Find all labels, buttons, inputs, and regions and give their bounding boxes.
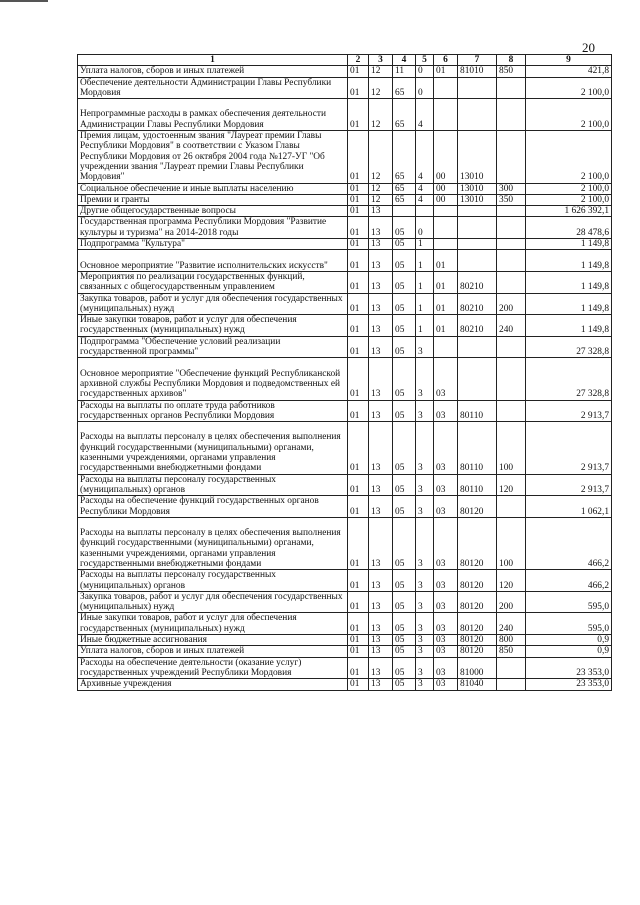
code-subprogram: 3 [416,635,434,646]
code-expense-type: 300 [497,183,526,194]
code-section: 01 [348,591,369,613]
table-row [78,99,612,131]
header-cell: 9 [526,55,612,66]
code-subprogram: 4 [416,194,434,205]
amount: 2 100,0 [526,77,612,99]
code-direction [458,336,497,358]
code-subprogram: 3 [416,422,434,475]
code-event: 00 [434,194,458,205]
code-subsection: 13 [369,239,393,250]
amount: 2 913,7 [526,474,612,496]
code-section: 01 [348,496,369,518]
code-direction: 13010 [458,194,497,205]
code-section: 01 [348,358,369,400]
amount: 0,9 [526,646,612,657]
code-expense-type [497,336,526,358]
code-direction [458,77,497,99]
table-row [78,358,612,400]
code-subsection: 13 [369,657,393,679]
code-subprogram: 3 [416,474,434,496]
code-section: 01 [348,271,369,293]
code-subsection: 13 [369,315,393,337]
code-event: 03 [434,657,458,679]
code-subprogram: 1 [416,315,434,337]
code-subsection: 13 [369,679,393,690]
code-subsection: 13 [369,646,393,657]
header-cell: 6 [434,55,458,66]
code-direction [458,239,497,250]
code-direction: 80210 [458,315,497,337]
code-section: 01 [348,194,369,205]
code-program: 65 [393,99,416,131]
code-expense-type: 800 [497,635,526,646]
amount: 2 100,0 [526,131,612,184]
header-cell: 8 [497,55,526,66]
code-program: 05 [393,400,416,422]
code-event: 03 [434,358,458,400]
table-row [78,517,612,570]
table-row [78,194,612,205]
code-subprogram: 3 [416,496,434,518]
header-cell: 7 [458,55,497,66]
code-direction: 80110 [458,400,497,422]
code-subprogram: 3 [416,570,434,592]
amount: 1 149,8 [526,239,612,250]
code-program: 05 [393,591,416,613]
code-direction: 81000 [458,657,497,679]
code-program: 05 [393,217,416,239]
code-program: 05 [393,250,416,272]
code-program: 05 [393,271,416,293]
code-program: 05 [393,570,416,592]
item-name: Уплата налогов, сборов и иных платежей [78,66,348,77]
code-expense-type: 850 [497,66,526,77]
code-subsection: 13 [369,336,393,358]
code-section: 01 [348,131,369,184]
code-expense-type: 100 [497,422,526,475]
item-name: Подпрограмма "Обеспечение условий реализации государственной программы" [78,336,348,358]
amount: 2 913,7 [526,400,612,422]
code-program: 05 [393,474,416,496]
code-section: 01 [348,646,369,657]
code-program: 05 [393,358,416,400]
code-section: 01 [348,657,369,679]
code-section: 01 [348,250,369,272]
code-direction: 13010 [458,131,497,184]
code-subprogram: 3 [416,613,434,635]
item-name: Мероприятия по реализации государственных функций, связанных с общегосударственным управлением [78,271,348,293]
code-subprogram: 3 [416,591,434,613]
amount: 1 149,8 [526,271,612,293]
code-section: 01 [348,239,369,250]
item-name: Иные закупки товаров, работ и услуг для обеспечения государственных (муниципальных) нужд [78,613,348,635]
code-program [393,206,416,217]
code-section: 01 [348,66,369,77]
code-direction [458,99,497,131]
code-direction: 13010 [458,183,497,194]
item-name: Иные бюджетные ассигнования [78,635,348,646]
code-direction [458,217,497,239]
code-subprogram: 3 [416,646,434,657]
code-direction: 80120 [458,591,497,613]
code-event: 03 [434,635,458,646]
code-program: 05 [393,635,416,646]
code-program: 05 [393,315,416,337]
amount: 23 353,0 [526,657,612,679]
item-name: Расходы на выплаты персоналу государственных (муниципальных) органов [78,570,348,592]
code-program: 05 [393,496,416,518]
code-direction: 80110 [458,422,497,475]
code-subsection: 13 [369,217,393,239]
code-subprogram: 4 [416,131,434,184]
code-program: 05 [393,613,416,635]
code-expense-type: 200 [497,293,526,315]
code-expense-type [497,250,526,272]
scan-edge-mark [0,0,48,2]
code-direction: 80120 [458,646,497,657]
code-subprogram: 1 [416,250,434,272]
code-direction: 81040 [458,679,497,690]
table-row [78,474,612,496]
code-expense-type [497,657,526,679]
table-row [78,591,612,613]
code-expense-type: 240 [497,613,526,635]
code-program: 65 [393,194,416,205]
table-row [78,679,612,690]
amount: 23 353,0 [526,679,612,690]
code-event: 03 [434,591,458,613]
item-name: Закупка товаров, работ и услуг для обеспечения государственных (муниципальных) нужд [78,293,348,315]
code-event: 03 [434,474,458,496]
code-section: 01 [348,77,369,99]
item-name: Основное мероприятие "Обеспечение функций Республиканской архивной службы Республики Мордовия и подведомственных ей государственных архивов" [78,358,348,400]
code-subsection: 13 [369,400,393,422]
item-name: Премия лицам, удостоенным звания "Лауреат премии Главы Республики Мордовия" в соответствии с Указом Главы Республики Мордовия от 26 октября 2004 года №127-УГ "Об учреждении звания "Лауреат премии Главы Республики Мордовия" [78,131,348,184]
code-subsection: 13 [369,271,393,293]
code-subsection: 13 [369,591,393,613]
header-cell: 5 [416,55,434,66]
amount: 595,0 [526,613,612,635]
table-row [78,613,612,635]
header-cell: 1 [78,55,348,66]
code-direction: 80120 [458,635,497,646]
table-row [78,496,612,518]
table-row [78,400,612,422]
table-row [78,422,612,475]
amount: 595,0 [526,591,612,613]
code-subsection: 13 [369,206,393,217]
code-direction: 80210 [458,293,497,315]
code-expense-type [497,206,526,217]
code-expense-type: 120 [497,474,526,496]
item-name: Расходы на выплаты персоналу государственных (муниципальных) органов [78,474,348,496]
code-subprogram: 4 [416,183,434,194]
code-subprogram: 1 [416,293,434,315]
code-direction [458,250,497,272]
code-section: 01 [348,315,369,337]
table-row [78,570,612,592]
amount: 1 626 392,1 [526,206,612,217]
header-cell: 2 [348,55,369,66]
code-subprogram: 3 [416,400,434,422]
code-subsection: 13 [369,293,393,315]
code-section: 01 [348,400,369,422]
item-name: Непрограммные расходы в рамках обеспечения деятельности Администрации Главы Республики Мордовия [78,99,348,131]
page-number: 20 [582,40,595,55]
amount: 466,2 [526,570,612,592]
code-event [434,99,458,131]
code-subsection: 13 [369,474,393,496]
budget-table [77,54,612,691]
code-subprogram: 3 [416,358,434,400]
code-subsection: 12 [369,77,393,99]
amount: 1 149,8 [526,315,612,337]
code-event: 00 [434,131,458,184]
code-subsection: 13 [369,250,393,272]
code-program: 05 [393,646,416,657]
table-row [78,635,612,646]
code-subprogram: 1 [416,239,434,250]
table-row [78,646,612,657]
table-row [78,271,612,293]
code-direction: 80210 [458,271,497,293]
code-section: 01 [348,183,369,194]
code-expense-type: 200 [497,591,526,613]
code-program: 05 [393,293,416,315]
code-subsection: 13 [369,517,393,570]
table-row [78,657,612,679]
item-name: Обеспечение деятельности Администрации Главы Республики Мордовия [78,77,348,99]
code-direction: 80120 [458,496,497,518]
code-expense-type [497,77,526,99]
code-program: 05 [393,679,416,690]
code-expense-type: 100 [497,517,526,570]
code-subprogram: 4 [416,99,434,131]
amount: 2 100,0 [526,194,612,205]
item-name: Социальное обеспечение и иные выплаты населению [78,183,348,194]
code-expense-type [497,217,526,239]
code-subsection: 13 [369,613,393,635]
code-direction: 81010 [458,66,497,77]
code-event: 03 [434,517,458,570]
code-subprogram: 0 [416,77,434,99]
amount: 0,9 [526,635,612,646]
code-event [434,217,458,239]
header-cell: 3 [369,55,393,66]
code-section: 01 [348,206,369,217]
code-section: 01 [348,293,369,315]
code-event: 03 [434,646,458,657]
code-program: 05 [393,239,416,250]
code-expense-type: 350 [497,194,526,205]
code-program: 65 [393,131,416,184]
code-subprogram: 3 [416,679,434,690]
item-name: Уплата налогов, сборов и иных платежей [78,646,348,657]
code-section: 01 [348,422,369,475]
item-name: Основное мероприятие "Развитие исполнительских искусств" [78,250,348,272]
item-name: Иные закупки товаров, работ и услуг для обеспечения государственных (муниципальных) нужд [78,315,348,337]
table-row [78,131,612,184]
code-subsection: 13 [369,358,393,400]
table-row [78,315,612,337]
code-event [434,77,458,99]
code-event: 01 [434,66,458,77]
code-event: 03 [434,613,458,635]
code-expense-type [497,358,526,400]
item-name: Расходы на выплаты персоналу в целях обеспечения выполнения функций государственными (муниципальными) органами, казенными учреждениями, органами управления государственными внебюджетными фондами [78,422,348,475]
table-row [78,183,612,194]
code-direction [458,358,497,400]
code-program: 65 [393,77,416,99]
code-expense-type [497,496,526,518]
code-event [434,336,458,358]
amount: 2 100,0 [526,183,612,194]
code-direction: 80120 [458,517,497,570]
code-event: 03 [434,400,458,422]
item-name: Расходы на обеспечение деятельности (оказание услуг) государственных учреждений Республики Мордовия [78,657,348,679]
table-row [78,77,612,99]
item-name: Другие общегосударственные вопросы [78,206,348,217]
code-event: 01 [434,293,458,315]
header-row [78,55,612,66]
code-subprogram: 0 [416,66,434,77]
header-cell: 4 [393,55,416,66]
code-subsection: 13 [369,422,393,475]
item-name: Закупка товаров, работ и услуг для обеспечения государственных (муниципальных) нужд [78,591,348,613]
code-subprogram: 1 [416,271,434,293]
code-section: 01 [348,613,369,635]
table-row [78,293,612,315]
code-event [434,206,458,217]
code-expense-type [497,400,526,422]
code-program: 05 [393,517,416,570]
amount: 27 328,8 [526,336,612,358]
code-subsection: 12 [369,194,393,205]
code-direction: 80110 [458,474,497,496]
code-expense-type [497,131,526,184]
code-section: 01 [348,679,369,690]
code-section: 01 [348,99,369,131]
amount: 27 328,8 [526,358,612,400]
table-row [78,217,612,239]
code-event: 03 [434,496,458,518]
code-program: 05 [393,336,416,358]
code-expense-type: 120 [497,570,526,592]
code-subprogram: 3 [416,517,434,570]
table-row [78,206,612,217]
code-expense-type: 850 [497,646,526,657]
code-section: 01 [348,517,369,570]
code-subsection: 13 [369,496,393,518]
code-subsection: 13 [369,635,393,646]
code-program: 65 [393,183,416,194]
code-subprogram: 3 [416,657,434,679]
code-expense-type [497,239,526,250]
amount: 1 149,8 [526,250,612,272]
code-subsection: 13 [369,570,393,592]
code-expense-type [497,99,526,131]
code-event: 01 [434,271,458,293]
code-event: 03 [434,422,458,475]
table-row [78,239,612,250]
item-name: Расходы на выплаты персоналу в целях обеспечения выполнения функций государственными (муниципальными) органами, казенными учреждениями, органами управления государственными внебюджетными фондами [78,517,348,570]
code-direction: 80120 [458,570,497,592]
code-subsection: 12 [369,183,393,194]
item-name: Расходы на обеспечение функций государственных органов Республики Мордовия [78,496,348,518]
code-program: 05 [393,657,416,679]
code-subsection: 12 [369,131,393,184]
item-name: Подпрограмма "Культура" [78,239,348,250]
item-name: Архивные учреждения [78,679,348,690]
code-event [434,239,458,250]
amount: 421,8 [526,66,612,77]
code-subsection: 12 [369,66,393,77]
code-section: 01 [348,217,369,239]
code-section: 01 [348,336,369,358]
item-name: Премии и гранты [78,194,348,205]
code-program: 11 [393,66,416,77]
amount: 2 913,7 [526,422,612,475]
code-event: 01 [434,250,458,272]
amount: 466,2 [526,517,612,570]
code-expense-type [497,679,526,690]
item-name: Расходы на выплаты по оплате труда работников государственных органов Республики Мордовия [78,400,348,422]
amount: 1 062,1 [526,496,612,518]
table-row [78,336,612,358]
code-section: 01 [348,474,369,496]
code-expense-type: 240 [497,315,526,337]
code-event: 03 [434,679,458,690]
code-subprogram: 0 [416,217,434,239]
code-subprogram: 3 [416,336,434,358]
code-event: 03 [434,570,458,592]
code-subprogram [416,206,434,217]
code-direction [458,206,497,217]
code-section: 01 [348,570,369,592]
code-direction: 80120 [458,613,497,635]
code-event: 01 [434,315,458,337]
code-expense-type [497,271,526,293]
table-row [78,250,612,272]
amount: 2 100,0 [526,99,612,131]
code-program: 05 [393,422,416,475]
table-row [78,66,612,77]
amount: 1 149,8 [526,293,612,315]
item-name: Государственная программа Республики Мордовия "Развитие культуры и туризма" на 2014-2018 годы [78,217,348,239]
code-subsection: 12 [369,99,393,131]
code-section: 01 [348,635,369,646]
code-event: 00 [434,183,458,194]
amount: 28 478,6 [526,217,612,239]
